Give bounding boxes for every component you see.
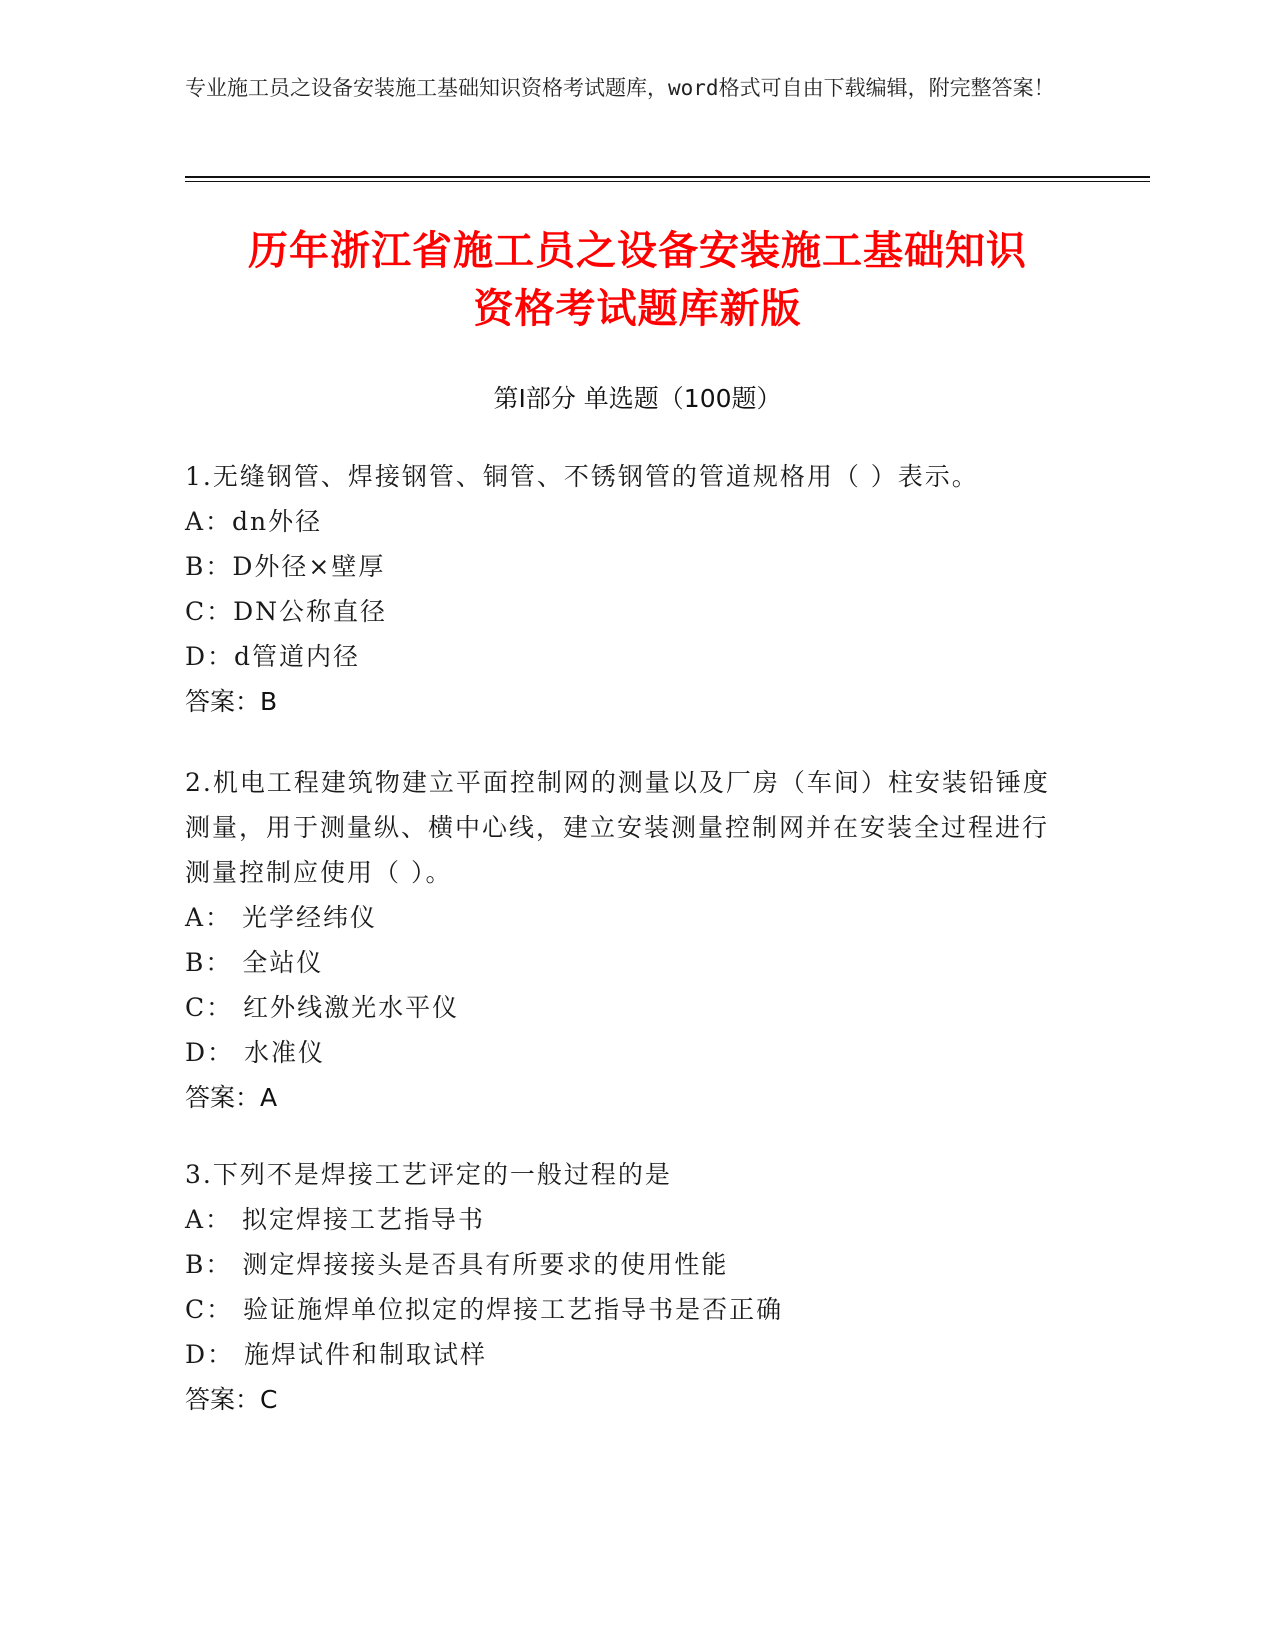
option-d: D：d管道内径	[185, 642, 361, 671]
question-text: 3.下列不是焊接工艺评定的一般过程的是	[185, 1160, 672, 1189]
header-rule-thin	[185, 181, 1150, 182]
question-text: 1.无缝钢管、焊接钢管、铜管、不锈钢管的管道规格用（ ）表示。	[185, 462, 979, 491]
option-d: D： 水准仪	[185, 1038, 325, 1067]
section-title: 第Ⅰ部分 单选题（100题）	[493, 384, 782, 413]
option-b: B：D外径×壁厚	[185, 552, 386, 581]
document-title-line-2: 资格考试题库新版	[473, 286, 802, 332]
question-3	[185, 1152, 1065, 1422]
question-1	[185, 454, 1065, 724]
option-c: C：DN公称直径	[185, 597, 388, 626]
document-title-line-1: 历年浙江省施工员之设备安装施工基础知识	[248, 228, 1027, 274]
answer-label: 答案：A	[185, 1083, 278, 1112]
option-a: A：dn外径	[185, 507, 323, 536]
option-c: C： 验证施焊单位拟定的焊接工艺指导书是否正确	[185, 1295, 784, 1324]
option-a: A： 光学经纬仪	[185, 903, 378, 932]
answer-label: 答案：B	[185, 687, 278, 716]
option-a: A： 拟定焊接工艺指导书	[185, 1205, 486, 1234]
answer-label: 答案：C	[185, 1385, 278, 1414]
question-text: 2.机电工程建筑物建立平面控制网的测量以及厂房（车间）柱安装铅锤度测量，用于测量纵、横中心线，建立安装测量控制网并在安装全过程进行测量控制应使用（ ）。	[185, 768, 1050, 887]
option-d: D： 施焊试件和制取试样	[185, 1340, 487, 1369]
question-2	[185, 760, 1065, 1120]
option-b: B： 测定焊接接头是否具有所要求的使用性能	[185, 1250, 729, 1279]
option-c: C： 红外线激光水平仪	[185, 993, 460, 1022]
document-title	[150, 222, 1125, 338]
option-b: B： 全站仪	[185, 948, 324, 977]
header-rule-thick	[185, 176, 1150, 178]
header-note: 专业施工员之设备安装施工基础知识资格考试题库，word格式可自由下载编辑，附完整答案！	[185, 76, 1055, 100]
